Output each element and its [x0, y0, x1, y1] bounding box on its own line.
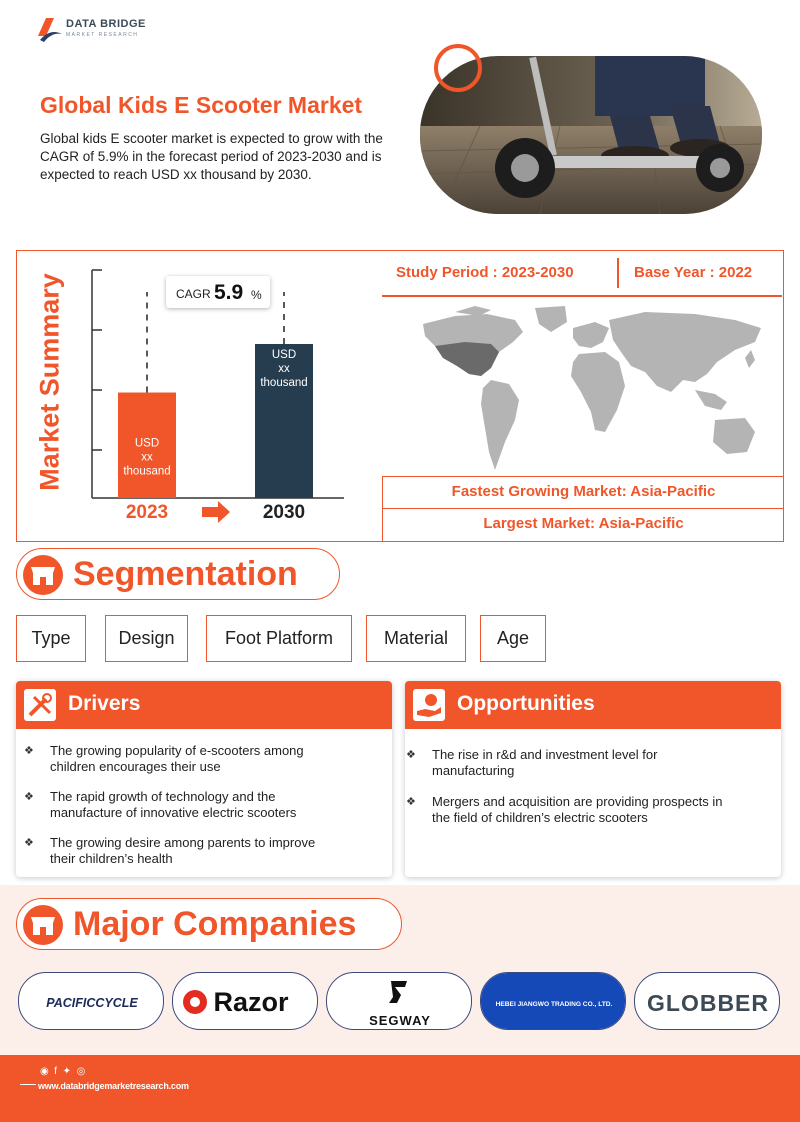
hebei-text: HEBEI JIANGWO TRADING CO., LTD.	[495, 1001, 613, 1008]
world-map-icon	[395, 302, 775, 474]
info-underline	[382, 295, 782, 297]
cagr-value: 5.9	[214, 281, 244, 304]
opportunity-item: ❖ Mergers and acquisition are providing prospects in the field of children’s electric scooters	[406, 794, 723, 825]
drivers-title: Drivers	[68, 692, 141, 715]
bar-value-label: xx	[278, 363, 290, 375]
bar-value-label: USD	[271, 349, 297, 361]
pacific-cycle-logo	[18, 972, 164, 1030]
opportunity-line: Mergers and acquisition are providing prospects in	[432, 794, 723, 809]
globber-text: GLOBBER	[647, 990, 769, 1016]
social-icons	[40, 1066, 85, 1077]
opportunity-line: manufacturing	[432, 763, 515, 778]
drivers-card	[16, 681, 392, 877]
driver-line: The growing popularity of e-scooters among	[50, 743, 304, 758]
driver-item: ❖ The rapid growth of technology and the manufacture of innovative electric scooters	[24, 789, 297, 820]
logo-subtitle: MARKET RESEARCH	[66, 32, 139, 38]
driver-item: ❖ The growing popularity of e-scooters among children encourages their use	[24, 743, 304, 774]
major-companies-title: Major Companies	[73, 905, 357, 943]
arrow-icon	[202, 501, 230, 523]
segway-logo	[326, 972, 472, 1030]
segment-type: Type	[16, 615, 86, 662]
driver-line: The growing desire among parents to improve	[50, 835, 316, 850]
driver-line: their children’s health	[50, 851, 173, 866]
logo-title: DATA BRIDGE	[66, 18, 146, 30]
opportunity-line: The rise in r&d and investment level for	[432, 747, 658, 762]
driver-item: ❖ The growing desire among parents to improve their children’s health	[24, 835, 316, 866]
major-companies-heading	[16, 898, 402, 950]
storefront-icon	[23, 905, 63, 945]
data-bridge-logo-icon	[34, 14, 64, 44]
whatsapp-icon[interactable]: ◉	[40, 1066, 49, 1077]
segment-design: Design	[105, 615, 188, 662]
url-line	[20, 1084, 36, 1085]
razor-logo	[172, 972, 318, 1030]
cagr-suffix: %	[251, 288, 262, 302]
bar-value-label: thousand	[123, 465, 171, 478]
segmentation-title: Segmentation	[73, 555, 298, 593]
razor-text: Razor	[213, 987, 289, 1017]
pacific-cycle-text: PACIFICCYCLE	[46, 996, 138, 1010]
segment-foot-platform: Foot Platform	[206, 615, 352, 662]
segment-material: Material	[366, 615, 466, 662]
tools-icon	[24, 689, 56, 721]
twitter-icon[interactable]: ✦	[62, 1066, 72, 1077]
opportunity-line: the field of children’s electric scooters	[432, 810, 648, 825]
instagram-icon[interactable]: ◎	[76, 1066, 86, 1077]
segment-age: Age	[480, 615, 546, 662]
driver-line: children encourages their use	[50, 759, 221, 774]
category-label: 2030	[262, 502, 306, 523]
opportunities-title: Opportunities	[457, 692, 595, 715]
base-year: Base Year : 2022	[634, 264, 753, 281]
market-summary-label	[20, 258, 80, 506]
bar-value-label: USD	[134, 437, 160, 450]
opportunities-card	[405, 681, 781, 877]
driver-line: manufacture of innovative electric scooters	[50, 805, 297, 820]
opportunity-item: ❖ The rise in r&d and investment level for manufacturing	[406, 747, 658, 778]
page-title: Global Kids E Scooter Market	[40, 92, 363, 118]
intro-text: Global kids E scooter market is expected to grow with the CAGR of 5.9% in the forecast period of 2023-2030 and is expected to reach USD xx thousand by 2030.	[40, 131, 383, 182]
cagr-prefix: CAGR	[176, 287, 211, 301]
info-divider	[617, 258, 619, 288]
hebei-jiangwo-logo	[480, 972, 626, 1030]
driver-line: The rapid growth of technology and the	[50, 789, 276, 804]
globber-logo	[634, 972, 780, 1030]
drivers-header	[16, 681, 392, 729]
facebook-icon[interactable]: f	[54, 1066, 58, 1077]
website-link[interactable]: www.databridgemarketresearch.com	[38, 1081, 189, 1091]
bar-value-label: thousand	[260, 377, 308, 389]
market-bar-chart	[86, 262, 356, 532]
segway-text: SEGWAY	[369, 1013, 431, 1028]
category-label: 2023	[125, 502, 169, 523]
fastest-growing-market: Fastest Growing Market: Asia-Pacific	[382, 476, 784, 509]
segmentation-heading	[16, 548, 340, 600]
storefront-icon	[23, 555, 63, 595]
market-summary-text: Market Summary	[34, 273, 65, 491]
bar-value-label: xx	[141, 451, 153, 464]
hand-coin-icon	[413, 689, 445, 721]
opportunities-header	[405, 681, 781, 729]
study-period: Study Period : 2023-2030	[396, 264, 574, 281]
largest-market: Largest Market: Asia-Pacific	[382, 508, 784, 542]
decorative-circle-icon	[434, 44, 482, 92]
